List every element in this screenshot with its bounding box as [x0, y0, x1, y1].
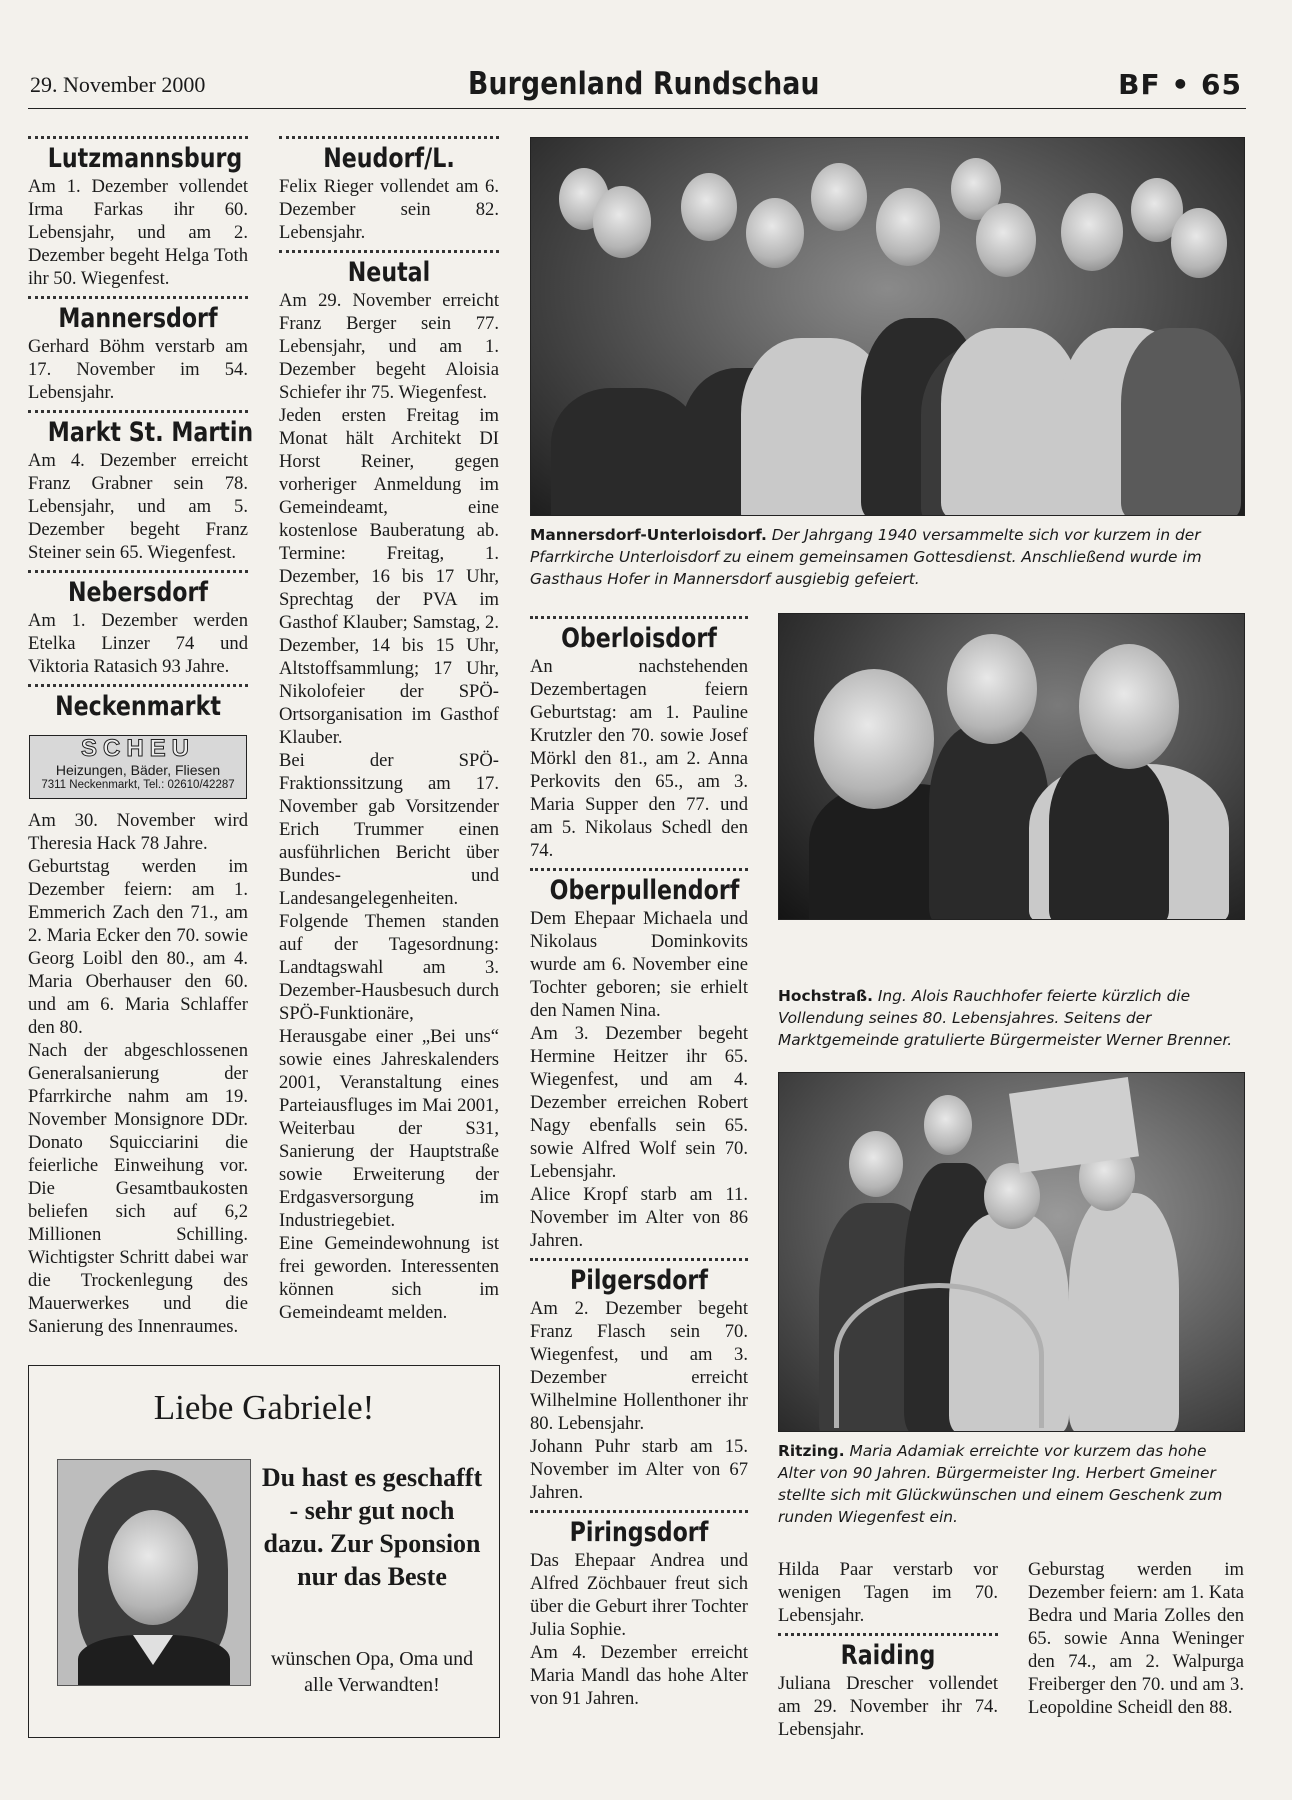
column-3 [530, 616, 748, 1710]
divider [28, 570, 248, 573]
caption-place: Ritzing. [778, 1442, 845, 1460]
divider [778, 1633, 998, 1636]
group-photo [530, 137, 1245, 516]
heading-markt-st-martin: Markt St. Martin [47, 417, 254, 448]
divider [28, 684, 248, 687]
heading-lutzmannsburg: Lutzmannsburg [47, 143, 243, 174]
article-text: Johann Puhr starb am 15. November im Alter von 67 Jahren. [530, 1436, 748, 1503]
ad-signature: wünschen Opa, Oma und alle Verwandten! [270, 1648, 474, 1696]
ad-title: Liebe Gabriele! [153, 1388, 375, 1427]
divider [530, 1510, 748, 1513]
caption-text: Der Jahrgang 1940 versammelte sich vor kurzem in der Pfarrkirche Unterloisdorf zu einem gemeinsamen Gottesdienst. Anschließend wurde im Gasthaus Hofer in Mannersdorf ausgiebig gefeiert. [530, 526, 1202, 588]
column-1 [28, 136, 254, 1338]
heading-neckenmarkt: Neckenmarkt [55, 691, 221, 722]
group-photo-caption [530, 524, 1245, 590]
article-text: Am 1. Dezember werden Etelka Linzer 74 und Viktoria Ratasich 93 Jahre. [28, 610, 248, 677]
heading-pilgersdorf: Pilgersdorf [570, 1265, 708, 1296]
scheu-advertisement [29, 735, 247, 799]
column-5 [1028, 1558, 1244, 1719]
divider [28, 136, 248, 139]
divider [530, 616, 748, 619]
article-text: Am 29. November erreicht Franz Berger sein 77. Lebensjahr, und am 1. Dezember begeht Aloisia Schiefer ihr 75. Wiegenfest. [279, 290, 499, 403]
divider [279, 136, 499, 139]
ad-line-2: 7311 Neckenmarkt, Tel.: 02610/42287 [41, 779, 235, 791]
heading-oberloisdorf: Oberloisdorf [561, 623, 717, 654]
ad-brand: SCHEU [80, 735, 195, 762]
congratulation-ad [28, 1365, 500, 1738]
header-rule [28, 108, 1246, 109]
article-text: Am 4. Dezember erreicht Franz Grabner sein 78. Lebensjahr, und am 5. Dezember begeht Franz Steiner sein 65. Wiegenfest. [28, 450, 248, 563]
article-text: Dem Ehepaar Michaela und Nikolaus Dominkovits wurde am 6. November eine Tochter geboren; sie erhielt den Namen Nina. [530, 908, 748, 1021]
heading-piringsdorf: Piringsdorf [569, 1517, 709, 1548]
ritzing-caption [778, 1440, 1243, 1528]
heading-neudorf: Neudorf/L. [323, 143, 455, 174]
caption-place: Mannersdorf-Unterloisdorf. [530, 526, 767, 544]
divider [530, 868, 748, 871]
issue-date: 29. November 2000 [30, 72, 206, 97]
article-text: Geburtstag werden im Dezember feiern: am 1. Emmerich Zach den 71., am 2. Maria Ecker den 70. sowie Georg Loibl den 80., am 4. Maria Oberhauser den 60. und am 6. Maria Schlaffer den 80. [28, 856, 248, 1038]
article-text: An nachstehenden Dezembertagen feiern Geburtstag: am 1. Pauline Krutzler den 70. sowie Josef Mörkl den 81., am 2. Anna Perkovits den 65., am 3. Maria Supper den 77. und am 5. Nikolaus Schedl den 74. [530, 656, 748, 861]
article-text: Am 1. Dezember vollendet Irma Farkas ihr 60. Lebensjahr, und am 2. Dezember begeht Helga Toth ihr 50. Wiegenfest. [28, 176, 248, 289]
article-text: Am 3. Dezember begeht Hermine Heitzer ihr 65. Wiegenfest, und am 4. Dezember erreichen Robert Nagy ebenfalls sein 65. sowie Alfred Wolf sein 70. Lebensjahr. [530, 1023, 748, 1182]
caption-place: Hochstraß. [778, 987, 873, 1005]
article-text: Eine Gemeindewohnung ist frei geworden. Interessenten können sich im Gemeindeamt melden. [279, 1233, 499, 1323]
divider [279, 250, 499, 253]
page-number: BF • 65 [1118, 68, 1242, 101]
article-text: Hilda Paar verstarb vor wenigen Tagen im 70. Lebensjahr. [778, 1559, 998, 1626]
article-text: Geburstag werden im Dezember feiern: am 1. Kata Bedra und Maria Zolles den 65. sowie Anna Weninger den 74., am 2. Walpurga Freiberger den 70. und am 3. Leopoldine Scheidl den 88. [1028, 1559, 1244, 1718]
hochstrass-caption [778, 985, 1243, 1051]
heading-neutal: Neutal [347, 257, 431, 288]
portrait-photo [57, 1459, 251, 1686]
ad-message: Du hast es geschafft - sehr gut noch dazu. Zur Sponsion nur das Beste [261, 1463, 483, 1591]
article-text: Gerhard Böhm verstarb am 17. November im 54. Lebensjahr. [28, 336, 248, 403]
newspaper-title: Burgenland Rundschau [468, 66, 820, 102]
article-text: Nach der abgeschlossenen Generalsanierung der Pfarrkirche nahm am 19. November Monsignore DDr. Donato Squicciarini die feierliche Einweihung vor. Die Gesamtbaukosten beliefen sich auf 6,2 Millionen Schilling. Wichtigster Schritt dabei war die Trockenlegung des Mauerwerkes und die Sanierung des Innenraumes. [28, 1040, 248, 1337]
heading-mannersdorf: Mannersdorf [58, 303, 218, 334]
article-text: Juliana Drescher vollendet am 29. November ihr 74. Lebensjahr. [778, 1673, 998, 1740]
article-text: Am 4. Dezember erreicht Maria Mandl das hohe Alter von 91 Jahren. [530, 1642, 748, 1709]
article-text: Felix Rieger vollendet am 6. Dezember sein 82. Lebensjahr. [279, 176, 499, 243]
ritzing-photo [778, 1072, 1245, 1432]
article-text: Jeden ersten Freitag im Monat hält Architekt DI Horst Reiner, gegen vorheriger Anmeldung im Gemeindeamt, eine kostenlose Bauberatung ab. Termine: Freitag, 1. Dezember, 16 bis 17 Uhr, Sprechtag der PVA im Gasthof Klauber; Samstag, 2. Dezember, 14 bis 15 Uhr, Altstoffsammlung; 17 Uhr, Nikolofeier der SPÖ-Ortsorganisation im Gasthof Klauber. [279, 405, 499, 748]
heading-oberpullendorf: Oberpullendorf [549, 875, 740, 906]
heading-nebersdorf: Nebersdorf [67, 577, 209, 608]
caption-text: Ing. Alois Rauchhofer feierte kürzlich die Vollendung seines 80. Lebensjahres. Seitens der Marktgemeinde gratulierte Bürgermeister Werner Brenner. [778, 987, 1233, 1049]
divider [28, 296, 248, 299]
article-text: Am 30. November wird Theresia Hack 78 Jahre. [28, 810, 248, 854]
column-4 [778, 1558, 998, 1741]
heading-raiding: Raiding [840, 1640, 936, 1671]
article-text: Bei der SPÖ-Fraktionssitzung am 17. November gab Vorsitzender Erich Trummer einen ausführlichen Bericht über Bundes- und Landesangelegenheiten. Folgende Themen standen auf der Tagesordnung: Landtagswahl am 3. Dezember-Hausbesuch durch SPÖ-Funktionäre, Herausgabe einer „Bei uns“ sowie eines Jahreskalenders 2001, Veranstaltung eines Parteiausfluges im Mai 2001, Weiterbau der S31, Sanierung der Hauptstraße sowie Erweiterung der Erdgasversorgung im Industriegebiet. [279, 750, 499, 1231]
article-text: Am 2. Dezember begeht Franz Flasch sein 70. Wiegenfest, und am 3. Dezember erreicht Wilhelmine Hollenthoner ihr 80. Lebensjahr. [530, 1298, 748, 1434]
article-text: Das Ehepaar Andrea und Alfred Zöchbauer freut sich über die Geburt ihrer Tochter Julia Sophie. [530, 1550, 748, 1640]
divider [530, 1258, 748, 1261]
column-2 [279, 136, 499, 1324]
hochstrass-photo [778, 613, 1245, 920]
caption-text: Maria Adamiak erreichte vor kurzem das hohe Alter von 90 Jahren. Bürgermeister Ing. Herbert Gmeiner stellte sich mit Glückwünschen und einem Geschenk zum runden Wiegenfest ein. [778, 1442, 1223, 1526]
ad-line-1: Heizungen, Bäder, Fliesen [55, 762, 221, 778]
divider [28, 410, 248, 413]
article-text: Alice Kropf starb am 11. November im Alter von 86 Jahren. [530, 1184, 748, 1251]
